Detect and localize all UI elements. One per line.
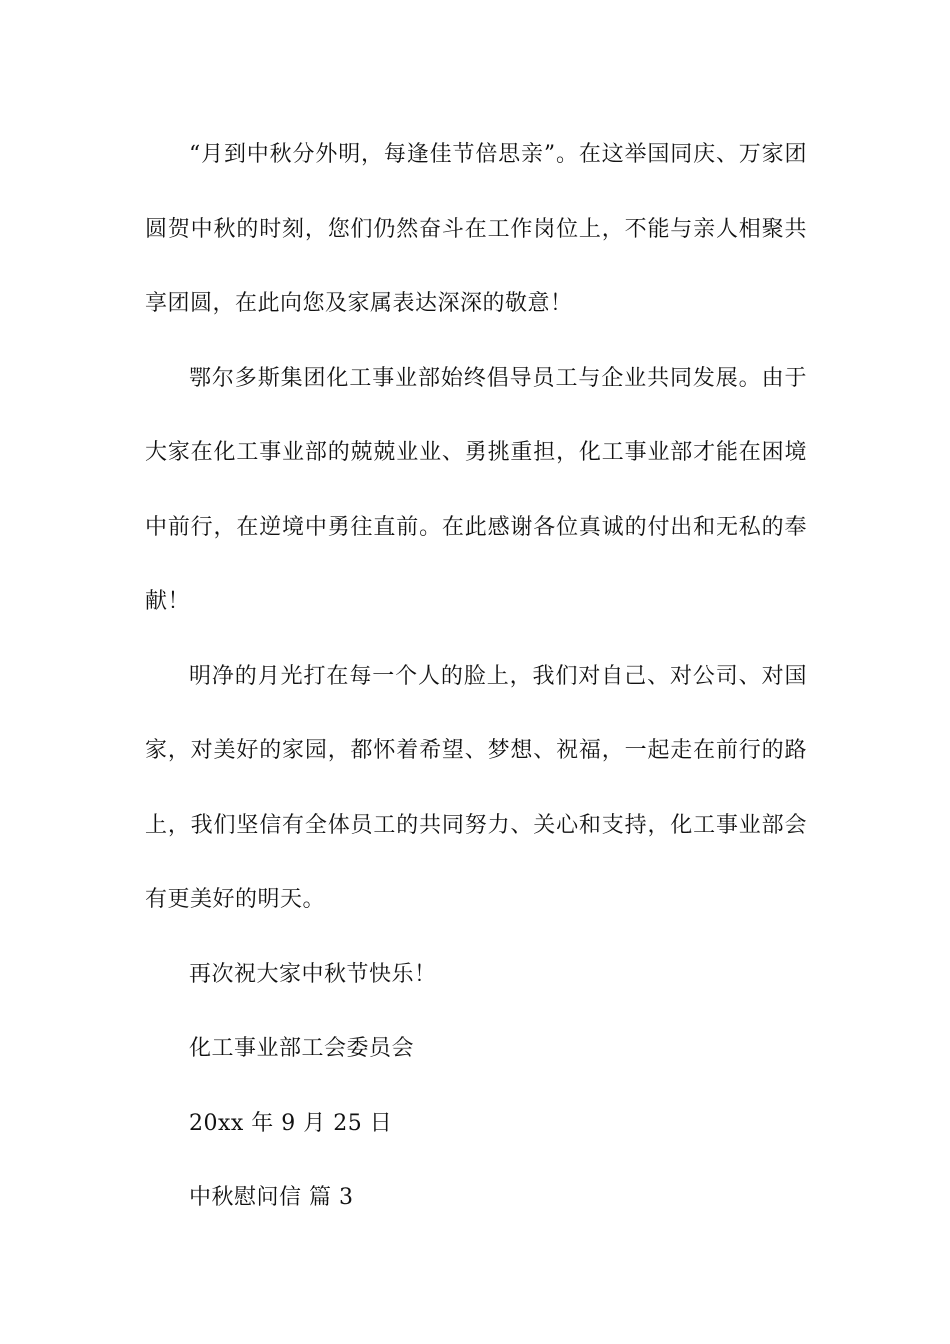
letter-date: 20xx 年 9 月 25 日 xyxy=(189,1110,393,1136)
next-section-heading: 中秋慰问信 篇 3 xyxy=(189,1185,354,1210)
paragraph-future: 明净的月光打在每一个人的脸上，我们对自己、对公司、对国家，对美好的家园，都怀着希望、梦想、祝福，一起走在前行的路上，我们坚信有全体员工的共同努力、关心和支持，化工事业部会有更美好的明天。 xyxy=(145,663,807,912)
paragraph-greeting: “月到中秋分外明，每逢佳节倍思亲”。在这举国同庆、万家团圆贺中秋的时刻，您们仍然奋斗在工作岗位上，不能与亲人相聚共享团圆，在此向您及家属表达深深的敬意！ xyxy=(145,142,807,316)
letter-body xyxy=(145,118,807,1236)
paragraph-thanks: 鄂尔多斯集团化工事业部始终倡导员工与企业共同发展。由于大家在化工事业部的兢兢业业、勇挑重担，化工事业部才能在困境中前行，在逆境中勇往直前。在此感谢各位真诚的付出和无私的奉献！ xyxy=(145,365,807,614)
signature: 化工事业部工会委员会 xyxy=(189,1036,415,1061)
closing-wish: 再次祝大家中秋节快乐！ xyxy=(189,961,437,987)
